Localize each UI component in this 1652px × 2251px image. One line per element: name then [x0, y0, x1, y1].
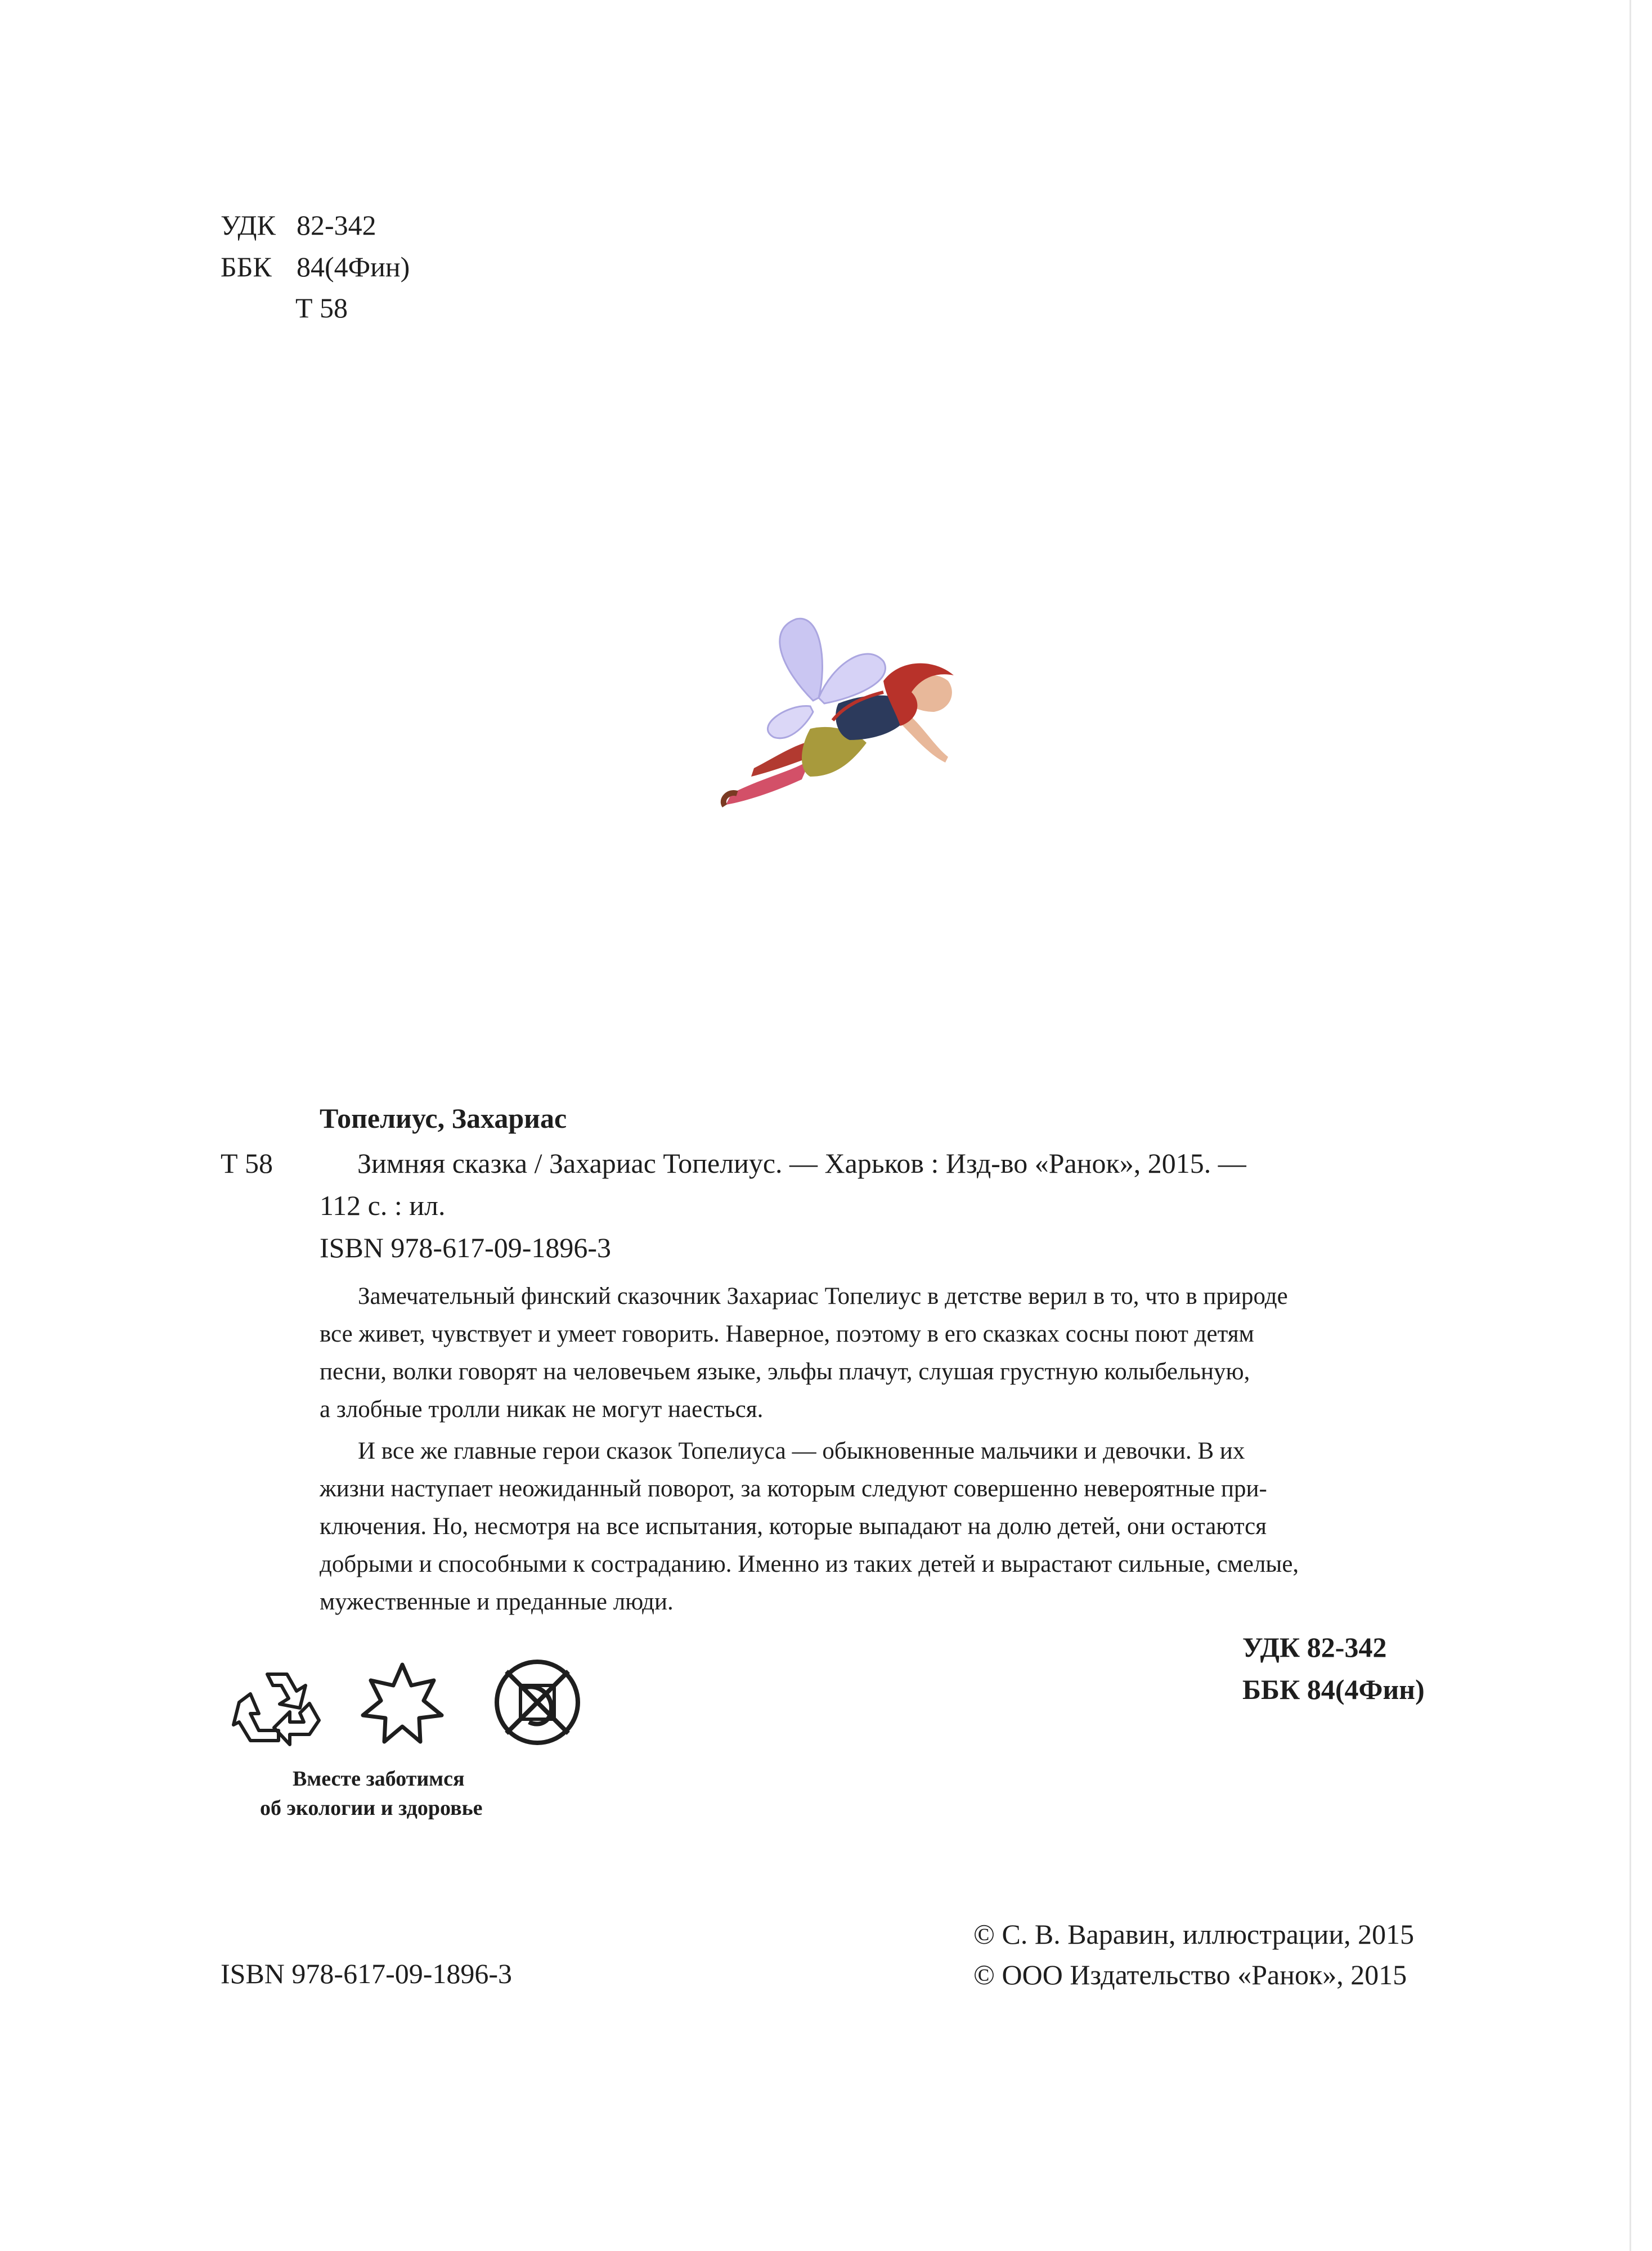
recycle-icon — [228, 1660, 326, 1750]
no-cross-contamination-icon — [490, 1654, 585, 1750]
entry-bbk: ББК 84(4Фин) — [1242, 1674, 1425, 1705]
annotation-line: мужественные и преданные люди. — [320, 1589, 674, 1615]
annotation-line: а злобные тролли никак не могут наесться. — [320, 1396, 764, 1423]
annotation-line: добрыми и способными к состраданию. Именно из таких детей и вырастают сильные, смелые, — [320, 1551, 1299, 1577]
annotation-paragraph-2 — [320, 1432, 1456, 1621]
entry-mark: Т 58 — [221, 1147, 273, 1179]
entry-isbn: ISBN 978-617-09-1896-3 — [320, 1232, 612, 1263]
entry-udk: УДК 82-342 — [1242, 1631, 1387, 1663]
top-udk-label: УДК — [221, 209, 276, 241]
entry-title-line-1: Зимняя сказка / Захариас Топелиус. — Харьков : Изд-во «Ранок», 2015. — — [357, 1147, 1246, 1179]
top-bbk — [221, 246, 502, 288]
copyright-illustrations: © С. В. Варавин, иллюстрации, 2015 — [973, 1918, 1415, 1950]
annotation-line: все живет, чувствует и умеет говорить. Наверное, поэтому в его сказках сосны поют детям — [320, 1321, 1254, 1347]
entry-author: Топелиус, Захариас — [320, 1102, 567, 1134]
top-bbk-value: 84(4Фин) — [297, 251, 410, 283]
fairy-illustration — [698, 608, 968, 822]
top-udk-value: 82-342 — [297, 209, 376, 241]
page-edge — [1629, 0, 1631, 2251]
footer-isbn: ISBN 978-617-09-1896-3 — [221, 1958, 513, 1989]
annotation-line: Замечательный финский сказочник Захариас Топелиус в детстве верил в то, что в природе — [358, 1283, 1288, 1310]
annotation-paragraph-1 — [320, 1277, 1456, 1428]
annotation-line: песни, волки говорят на человечьем языке, эльфы плачут, слушая грустную колыбельную, — [320, 1358, 1250, 1385]
copyright-publisher: © ООО Издательство «Ранок», 2015 — [973, 1959, 1407, 1990]
annotation-line: жизни наступает неожиданный поворот, за которым следуют совершенно невероятные при- — [320, 1476, 1267, 1502]
annotation-line: И все же главные герои сказок Топелиуса — обыкновенные мальчики и девочки. В их — [358, 1438, 1245, 1464]
top-udk — [221, 204, 502, 246]
annotation-line: ключения. Но, несмотря на все испытания, которые выпадают на долю детей, они остаются — [320, 1513, 1267, 1540]
eco-caption-line-1: Вместе заботимся — [293, 1767, 465, 1791]
seven-point-star-icon — [357, 1660, 447, 1750]
eco-caption-line-2: об экологии и здоровье — [260, 1796, 483, 1820]
entry-title-line-2: 112 с. : ил. — [320, 1190, 446, 1221]
top-bbk-label: ББК — [221, 251, 272, 283]
top-author-mark: Т 58 — [295, 292, 348, 324]
